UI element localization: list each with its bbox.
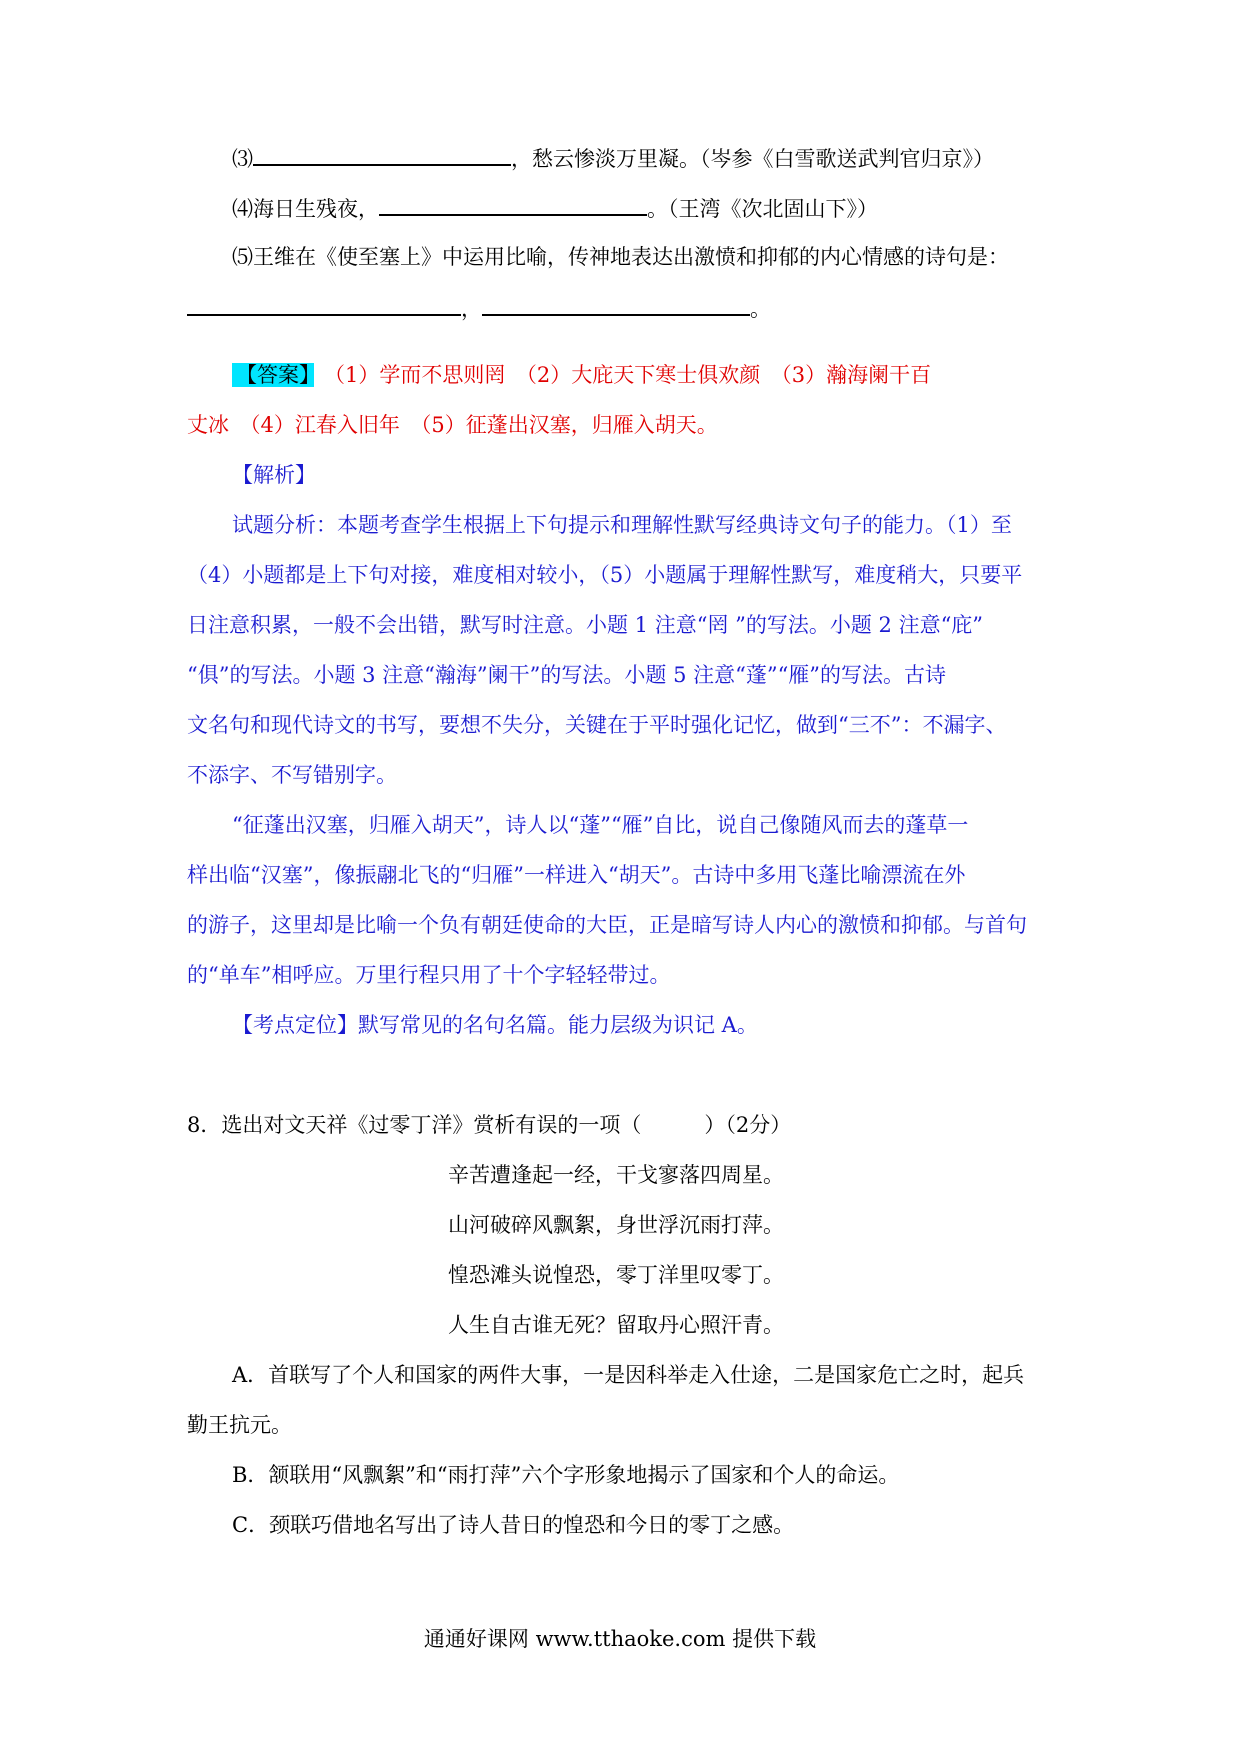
question-4-text: 。（王湾《次北固山下》）	[647, 197, 878, 221]
question-4-start: ⑷海日生残夜，	[232, 197, 379, 221]
page-footer: 通通好课网 www.tthaoke.com 提供下载	[423, 1627, 817, 1651]
poem-line: 山河破碎风飘絮，身世浮沉雨打萍。	[448, 1213, 784, 1237]
answer-blank-4	[379, 192, 647, 216]
analysis-p2-line: 的游子，这里却是比喻一个负有朝廷使命的大臣，正是暗写诗人内心的激愤和抑郁。与首句	[187, 913, 1027, 937]
analysis-p1-line: 日注意积累，一般不会出错，默写时注意。小题 1 注意“罔 ”的写法。小题 2 注意“庇”	[187, 613, 984, 637]
question-5-sep: ，	[461, 297, 482, 321]
question-3-text: ，愁云惨淡万里凝。（岑参《白雪歌送武判官归京》）	[511, 147, 994, 171]
poem-line: 辛苦遭逢起一经，干戈寥落四周星。	[448, 1163, 784, 1187]
analysis-p1-line: 文名句和现代诗文的书写，要想不失分，关键在于平时强化记忆，做到“三不”：不漏字、	[187, 713, 1007, 737]
question-5-end: 。	[750, 297, 771, 321]
question-8-stem: 8．选出对文天祥《过零丁洋》赏析有误的一项（ ）（2分）	[187, 1113, 792, 1137]
question-3	[232, 142, 994, 174]
answer-blank-5a	[187, 292, 461, 316]
analysis-p2-line: “征蓬出汉塞，归雁入胡天”，诗人以“蓬”“雁”自比，说自己像随风而去的蓬草一	[232, 813, 969, 837]
option-a: A．首联写了个人和国家的两件大事，一是因科举走入仕途，二是国家危亡之时，起兵	[232, 1363, 1025, 1387]
option-c: C．颈联巧借地名写出了诗人昔日的惶恐和今日的零丁之感。	[232, 1513, 795, 1537]
analysis-p2-line: 样出临“汉塞”，像振翮北飞的“归雁”一样进入“胡天”。古诗中多用飞蓬比喻漂流在外	[187, 863, 966, 887]
question-5-blanks	[187, 292, 771, 324]
answer-text-1: （1）学而不思则罔 （2）大庇天下寒士俱欢颜 （3）瀚海阑干百	[334, 363, 932, 387]
option-a-cont: 勤王抗元。	[187, 1413, 292, 1437]
question-5: ⑸王维在《使至塞上》中运用比喻，传神地表达出激愤和抑郁的内心情感的诗句是：	[232, 245, 1009, 269]
option-b: B．颔联用“风飘絮”和“雨打萍”六个字形象地揭示了国家和个人的命运。	[232, 1463, 900, 1487]
question-3-number: ⑶	[232, 147, 253, 171]
analysis-tag: 【解析】	[232, 463, 316, 487]
answer-line-2: 丈冰 （4）江春入旧年 （5）征蓬出汉塞，归雁入胡天。	[187, 413, 718, 437]
answer-blank-3	[253, 142, 511, 166]
kaodian-line: 【考点定位】默写常见的名句名篇。能力层级为识记 A。	[232, 1013, 758, 1037]
analysis-p1-line: 试题分析：本题考查学生根据上下句提示和理解性默写经典诗文句子的能力。（1）至	[232, 513, 1012, 537]
analysis-p1-line: （4）小题都是上下句对接，难度相对较小，（5）小题属于理解性默写，难度稍大，只要平	[187, 563, 1023, 587]
answer-blank-5b	[482, 292, 750, 316]
answer-tag: 【答案】	[232, 363, 314, 387]
poem-line: 惶恐滩头说惶恐，零丁洋里叹零丁。	[448, 1263, 784, 1287]
analysis-p2-line: 的“单车”相呼应。万里行程只用了十个字轻轻带过。	[187, 963, 671, 987]
poem-line: 人生自古谁无死？留取丹心照汗青。	[448, 1313, 784, 1337]
analysis-p1-line: 不添字、不写错别字。	[187, 763, 397, 787]
answer-line-1	[232, 360, 931, 390]
question-4	[232, 192, 878, 224]
analysis-p1-line: “俱”的写法。小题 3 注意“瀚海”阑干”的写法。小题 5 注意“蓬”“雁”的写法。古诗	[187, 663, 947, 687]
